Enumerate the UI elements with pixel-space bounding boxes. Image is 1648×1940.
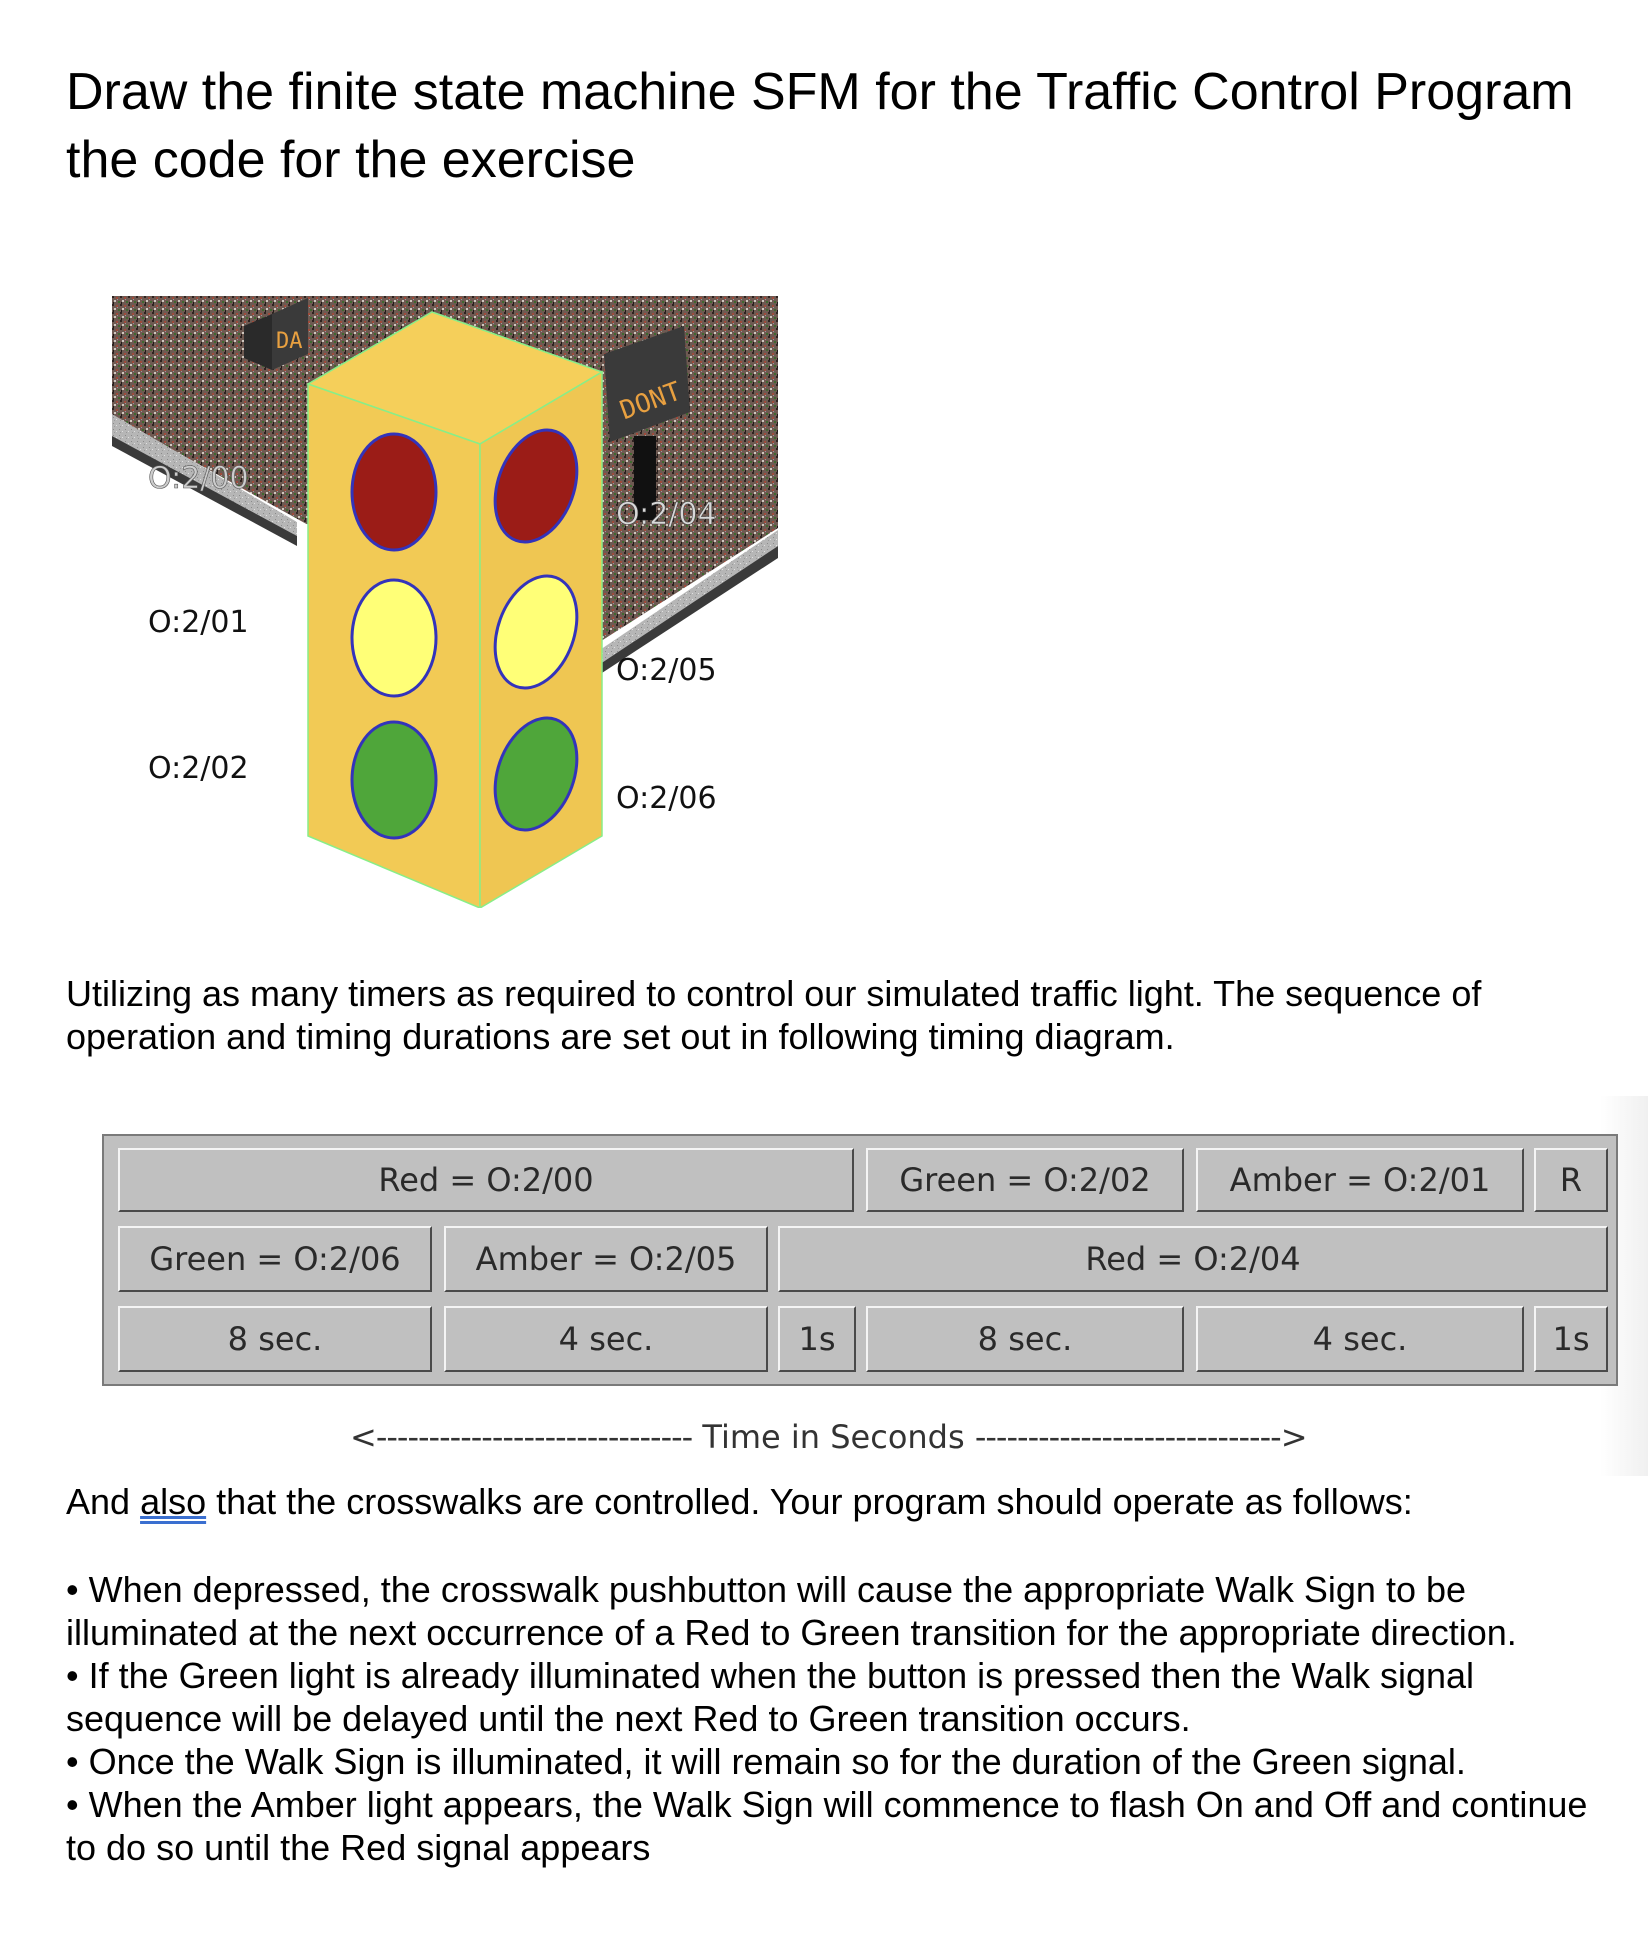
label-o201: O:2/01	[148, 605, 249, 640]
timing-cell-r: R	[1534, 1148, 1608, 1212]
intro-paragraph: Utilizing as many timers as required to control our simulated traffic light. The sequence of operation and timing durations are set out in following timing diagram.	[66, 973, 1482, 1057]
page-title: Draw the finite state machine SFM for the Traffic Control Program the code for the exercise	[66, 63, 1574, 189]
crosswalk-text-end: that the crosswalks are controlled. Your program should operate as follows:	[206, 1481, 1413, 1522]
amber-lamp-left	[352, 580, 436, 696]
sign-right-text: DONT	[616, 376, 686, 427]
timing-cell-red-o200: Red = O:2/00	[118, 1148, 854, 1212]
red-lamp-left	[352, 434, 436, 550]
label-o202: O:2/02	[148, 751, 249, 786]
time-axis	[350, 1418, 1370, 1456]
bullet-item: • If the Green light is already illuminated when the button is pressed then the Walk signal sequence will be delayed until the next Red to Green transition occurs.	[66, 1655, 1475, 1739]
label-o206: O:2/06	[616, 781, 717, 816]
duration-cell: 8 sec.	[118, 1306, 432, 1372]
timing-cell-red-o204: Red = O:2/04	[778, 1226, 1608, 1292]
timing-cell-green-o206: Green = O:2/06	[118, 1226, 432, 1292]
traffic-light-illustration	[112, 296, 778, 908]
label-o200: O:2/00	[148, 461, 249, 496]
duration-cell: 8 sec.	[866, 1306, 1184, 1372]
timing-cell-amber-o201: Amber = O:2/01	[1196, 1148, 1524, 1212]
green-lamp-left	[352, 722, 436, 838]
duration-cell: 1s	[1534, 1306, 1608, 1372]
crosswalk-text-start: And	[66, 1481, 141, 1522]
axis-right-arrow: ----------------------------->	[974, 1418, 1307, 1456]
bullet-list	[66, 1568, 1606, 1869]
bullet-item: • Once the Walk Sign is illuminated, it will remain so for the duration of the Green signal.	[66, 1741, 1466, 1782]
axis-left-arrow: <------------------------------	[350, 1418, 693, 1456]
also-link[interactable]: also	[140, 1481, 207, 1522]
crosswalk-paragraph	[66, 1480, 1606, 1523]
timing-cell-green-o202: Green = O:2/02	[866, 1148, 1184, 1212]
axis-label: Time in Seconds	[702, 1418, 965, 1456]
bullet-item: • When the Amber light appears, the Walk Sign will commence to flash On and Off and continue to do so until the Red signal appears	[66, 1784, 1588, 1868]
sign-left-text: DA	[276, 329, 303, 354]
bullet-item: • When depressed, the crosswalk pushbutton will cause the appropriate Walk Sign to be illuminated at the next occurrence of a Red to Green transition for the appropriate direction.	[66, 1569, 1517, 1653]
label-o205: O:2/05	[616, 653, 717, 688]
timing-cell-amber-o205: Amber = O:2/05	[444, 1226, 768, 1292]
timing-diagram	[102, 1134, 1618, 1386]
duration-cell: 4 sec.	[1196, 1306, 1524, 1372]
duration-cell: 1s	[778, 1306, 856, 1372]
label-o204: O:2/04	[616, 497, 717, 532]
duration-cell: 4 sec.	[444, 1306, 768, 1372]
